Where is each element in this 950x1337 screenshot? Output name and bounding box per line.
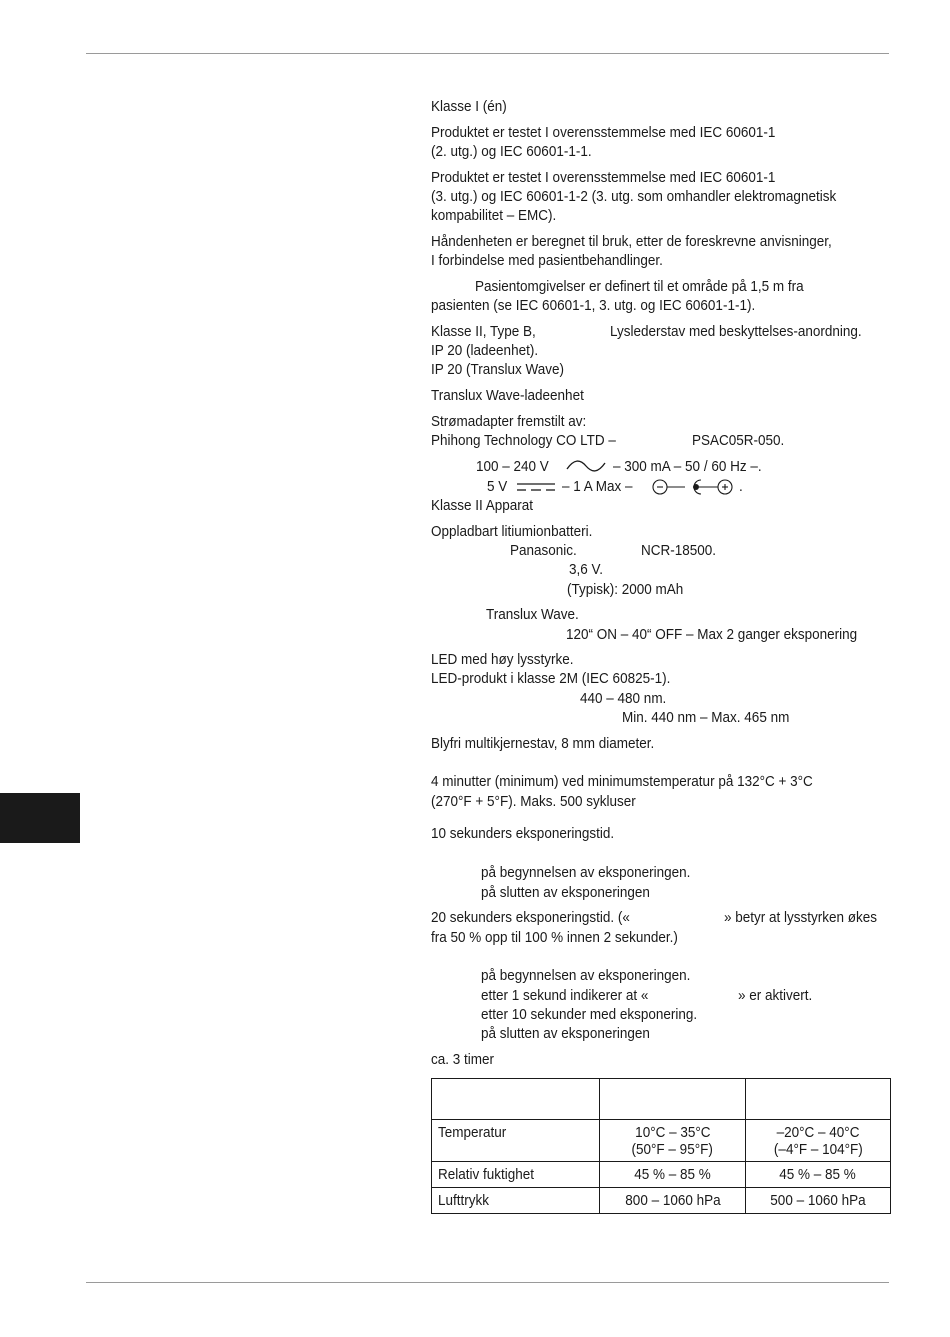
sterilization-line-1: 4 minutter (minimum) ved minimumstemperatur på 132°C + 3°C (431, 773, 813, 790)
row-label-cell (432, 1188, 600, 1214)
ip-charger: IP 20 (ladeenhet). (431, 342, 539, 359)
duty-cycle: 120“ ON – 40“ OFF – Max 2 ganger eksponering (566, 626, 858, 643)
value-cell (600, 1162, 746, 1188)
class2-device: Klasse II Apparat (431, 497, 534, 514)
battery-maker: Panasonic. (510, 542, 577, 559)
device-name: Translux Wave. (486, 606, 579, 623)
value-cell (746, 1120, 891, 1162)
exposure-10s: 10 sekunders eksponeringstid. (431, 825, 615, 842)
environment-table (431, 1078, 891, 1214)
cell-value: (50°F – 95°F) (631, 1141, 714, 1158)
value-cell (600, 1120, 746, 1162)
sterilization-line-2: (270°F + 5°F). Maks. 500 sykluser (431, 793, 636, 810)
beep-end-20s: på slutten av eksponeringen (481, 1025, 650, 1042)
cell-value: 45 % – 85 % (634, 1166, 711, 1183)
klasse-1-text: Klasse I (én) (431, 98, 507, 115)
header-rule (86, 53, 889, 54)
table-header-cell (746, 1079, 891, 1120)
exposure-20s-line-2: fra 50 % opp til 100 % innen 2 sekunder.) (431, 929, 678, 946)
footer-rule (86, 1282, 889, 1283)
output-voltage: 5 V (487, 478, 508, 495)
exposure-20s-post: » betyr at lysstyrken økes (724, 909, 878, 926)
battery-model: NCR-18500. (641, 542, 717, 559)
row-label: Relativ fuktighet (438, 1166, 535, 1183)
tested-3rd-ed-line-1: Produktet er testet I overensstemmelse med IEC 60601-1 (431, 169, 776, 186)
exposure-20s-pre: 20 sekunders eksponeringstid. (« (431, 909, 630, 926)
battery-capacity: (Typisk): 2000 mAh (567, 581, 684, 598)
table-header-row (432, 1079, 891, 1120)
output-end: . (739, 478, 743, 495)
ac-current-icon (565, 458, 607, 474)
lead-free-rod: Blyfri multikjernestav, 8 mm diameter. (431, 735, 655, 752)
adapter-maker-label: Strømadapter fremstilt av: (431, 413, 587, 430)
battery-voltage: 3,6 V. (569, 561, 604, 578)
table-header-cell (600, 1079, 746, 1120)
output-current: – 1 A Max – (562, 478, 633, 495)
handpiece-line-2: I forbindelse med pasientbehandlinger. (431, 252, 663, 269)
beep-start-20s: på begynnelsen av eksponeringen. (481, 967, 691, 984)
value-cell (746, 1188, 891, 1214)
row-label-cell (432, 1120, 600, 1162)
table-row (432, 1188, 891, 1214)
led-class: LED-produkt i klasse 2M (IEC 60825-1). (431, 670, 671, 687)
adapter-maker-name: Phihong Technology CO LTD – (431, 432, 616, 449)
patient-env-line-2: pasienten (se IEC 60601-1, 3. utg. og IEC 60601-1-1). (431, 297, 756, 314)
row-label-cell (432, 1162, 600, 1188)
value-cell (746, 1162, 891, 1188)
dc-current-icon (516, 480, 556, 494)
cell-value: 500 – 1060 hPa (770, 1192, 866, 1209)
beep-1s-pre: etter 1 sekund indikerer at « (481, 987, 649, 1004)
class2-type-b: Klasse II, Type B, (431, 323, 536, 340)
beep-start-10s: på begynnelsen av eksponeringen. (481, 864, 691, 881)
tested-3rd-ed-line-3: kompabilitet – EMC). (431, 207, 557, 224)
ip-wave: IP 20 (Translux Wave) (431, 361, 565, 378)
input-current-frequency: – 300 mA – 50 / 60 Hz –. (613, 458, 762, 475)
input-voltage: 100 – 240 V (476, 458, 549, 475)
tested-2nd-ed-line-2: (2. utg.) og IEC 60601-1-1. (431, 143, 592, 160)
cell-value: 800 – 1060 hPa (624, 1192, 721, 1209)
patient-env-line-1: Pasientomgivelser er definert til et område på 1,5 m fra (475, 278, 804, 295)
battery-type: Oppladbart litiumionbatteri. (431, 523, 593, 540)
wavelength-range: 440 – 480 nm. (580, 690, 667, 707)
value-cell (600, 1188, 746, 1214)
cell-value: (–4°F – 104°F) (773, 1141, 863, 1158)
tested-2nd-ed-line-1: Produktet er testet I overensstemmelse med IEC 60601-1 (431, 124, 776, 141)
adapter-model: PSAC05R-050. (692, 432, 785, 449)
cell-value: –20°C – 40°C (776, 1124, 860, 1141)
light-rod-protection: Lyslederstav med beskyttelses-anordning. (610, 323, 862, 340)
polarity-connector-icon (649, 477, 737, 497)
row-label: Temperatur (438, 1124, 507, 1141)
tested-3rd-ed-line-2: (3. utg.) og IEC 60601-1-2 (3. utg. som omhandler elektromagnetisk (431, 188, 837, 205)
led-high: LED med høy lysstyrke. (431, 651, 574, 668)
charge-time: ca. 3 timer (431, 1051, 495, 1068)
peak-range: Min. 440 nm – Max. 465 nm (622, 709, 790, 726)
cell-value: 45 % – 85 % (779, 1166, 857, 1183)
beep-end-10s: på slutten av eksponeringen (481, 884, 650, 901)
charger-name: Translux Wave-ladeenhet (431, 387, 584, 404)
section-tab-marker (0, 793, 80, 843)
table-header-cell (432, 1079, 600, 1120)
handpiece-line-1: Håndenheten er beregnet til bruk, etter de foreskrevne anvisninger, (431, 233, 832, 250)
beep-10s: etter 10 sekunder med eksponering. (481, 1006, 698, 1023)
cell-value: 10°C – 35°C (634, 1124, 711, 1141)
beep-1s-post: » er aktivert. (738, 987, 813, 1004)
table-row (432, 1120, 891, 1162)
table-row (432, 1162, 891, 1188)
row-label: Lufttrykk (438, 1192, 490, 1209)
